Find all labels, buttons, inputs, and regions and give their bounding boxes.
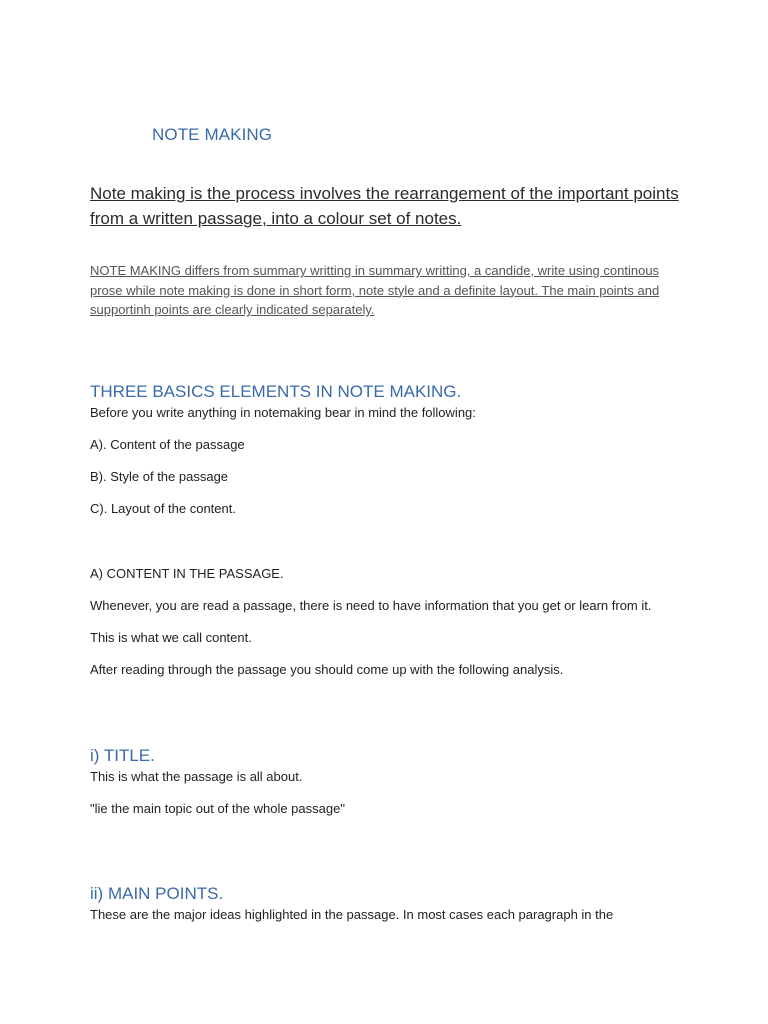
section-heading-basics: THREE BASICS ELEMENTS IN NOTE MAKING. xyxy=(90,382,462,401)
lead-paragraph: Note making is the process involves the rearrangement of the important points from a written passage, into a colour set of notes. xyxy=(90,184,679,228)
main-points-line: These are the major ideas highlighted in the passage. In most cases each paragraph in the xyxy=(90,907,614,922)
title-line: "lie the main topic out of the whole passage" xyxy=(90,801,345,816)
list-item: C). Layout of the content. xyxy=(90,501,236,516)
content-line: Whenever, you are read a passage, there is need to have information that you get or learn from it. xyxy=(90,598,652,613)
basics-intro-line: Before you write anything in notemaking bear in mind the following: xyxy=(90,405,476,420)
intro-paragraph: NOTE MAKING differs from summary writting in summary writting, a candide, write using continous prose while note making is done in short form, note style and a definite layout. The main points and supportinh points are clearly indicated separately. xyxy=(90,263,660,317)
title-line: This is what the passage is all about. xyxy=(90,769,303,784)
content-line: After reading through the passage you should come up with the following analysis. xyxy=(90,662,564,677)
section-heading-content: A) CONTENT IN THE PASSAGE. xyxy=(90,566,284,581)
list-item: B). Style of the passage xyxy=(90,469,229,484)
list-item: A). Content of the passage xyxy=(90,437,245,452)
section-heading-title: i) TITLE. xyxy=(90,746,155,765)
content-line: This is what we call content. xyxy=(90,630,252,645)
page-title: NOTE MAKING xyxy=(152,125,273,144)
section-heading-main-points: ii) MAIN POINTS. xyxy=(90,884,224,903)
